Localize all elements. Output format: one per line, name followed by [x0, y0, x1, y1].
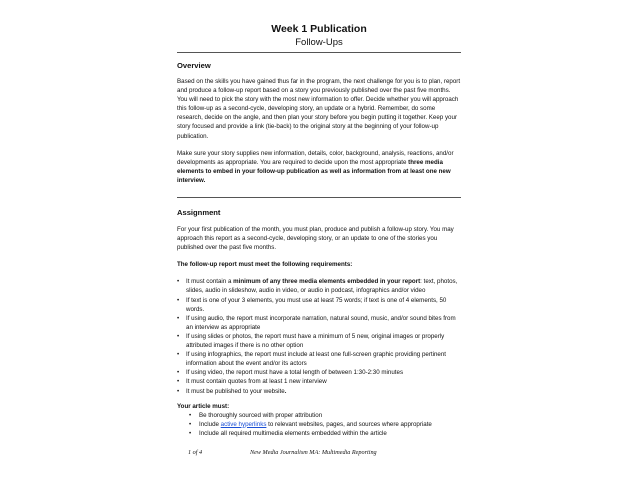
article-list	[177, 411, 461, 438]
bullet8-period: .	[284, 387, 287, 395]
article-heading: Your article must:	[177, 402, 230, 410]
overview-section	[177, 61, 461, 185]
list-item: • If using video, the report must have a total length of between 1:30-2:30 minutes	[177, 368, 461, 377]
header-divider	[177, 52, 461, 53]
requirements-list	[177, 277, 461, 395]
page-footer	[188, 448, 377, 457]
document-title: Week 1 Publication	[271, 23, 367, 35]
list-item	[177, 277, 461, 295]
list-item: • If using audio, the report must incorporate narration, natural sound, music, and/or sound bites from an interview as appropriate	[177, 314, 461, 332]
list-item: • If text is one of your 3 elements, you must use at least 75 words; if text is one of 4 elements, 50 words.	[177, 296, 461, 314]
course-name: New Media Journalism MA: Multimedia Reporting	[250, 449, 377, 456]
bullet1-text-end: : text, photos, slides, audio in slideshow, audio in video, or audio in podcast, infographics and/or video	[186, 278, 458, 295]
bullet1-bold: minimum of any three media elements embedded in your report	[233, 278, 421, 286]
active-hyperlinks-link[interactable]: active hyperlinks	[220, 420, 267, 428]
list-item: • If using slides or photos, the report must have a minimum of 5 new, original images or properly attributed images if there is no other option	[177, 332, 461, 350]
overview-heading: Overview	[177, 61, 211, 70]
list-item	[177, 420, 461, 429]
document-header	[0, 22, 638, 50]
section-divider	[177, 197, 461, 198]
list-item	[177, 387, 461, 396]
assignment-section	[177, 208, 461, 438]
overview-paragraph: Based on the skills you have gained thus far in the program, the next challenge for you is to plan, report and produce a follow-up report based on a story you previously published over the past five months. You will need to pick the story with the most new information to offer. Decide whether you will approach this follow-up as a second-cycle, developing story, an update or a hybrid. Remember, do some research, decide on the angle, and then plan your story before you begin putting it together. Keep your story focused and provide a link (tie-back) to the original story at the beginning of your follow-up publication.	[177, 78, 461, 140]
list-item: • Be thoroughly sourced with proper attribution	[177, 411, 461, 420]
sub2-text: Include	[199, 420, 221, 428]
bullet1-text: It must contain a	[186, 278, 234, 286]
overview-paragraph-media	[177, 149, 461, 185]
document-subtitle: Follow-Ups	[295, 37, 343, 48]
list-item: • Include all required multimedia elements embedded within the article	[177, 429, 461, 438]
assignment-paragraph: For your first publication of the month, you must plan, produce and publish a follow-up story. You may approach this report as a second-cycle, developing story, or an update to one of the stories you published over the past five months.	[177, 226, 454, 252]
page-number: 1 of 4	[188, 449, 203, 456]
list-item: • It must contain quotes from at least 1 new interview	[177, 377, 461, 386]
overview-para2-bold: three media elements to embed in your follow-up publication as well as information from at least one new interview.	[177, 158, 451, 184]
bullet8-text: It must be published to your website	[186, 387, 285, 395]
sub2-text-end: to relevant websites, pages, and sources where appropriate	[266, 420, 432, 428]
list-item: • If using infographics, the report must include at least one full-screen graphic providing pertinent information about the event and/or its actors	[177, 350, 461, 368]
overview-para2-text: Make sure your story supplies new information, details, color, background, analysis, reactions, and/or developments as appropriate. You are required to decide upon the most appropriate	[177, 149, 454, 166]
requirements-heading: The follow-up report must meet the following requirements:	[177, 261, 353, 269]
assignment-heading: Assignment	[177, 208, 221, 217]
